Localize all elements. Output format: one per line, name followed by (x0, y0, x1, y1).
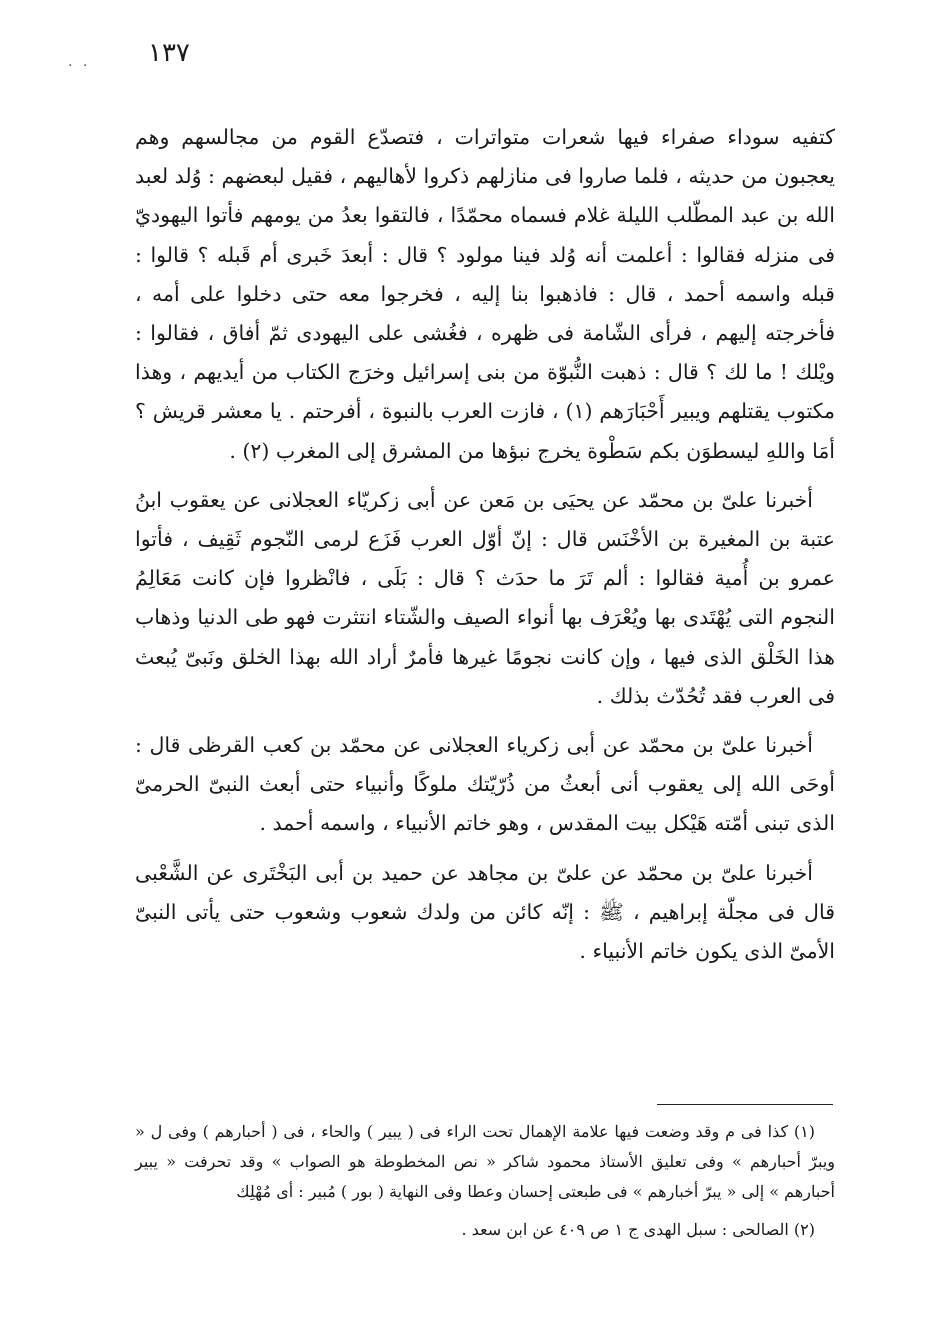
corner-mark: · · (68, 58, 91, 74)
paragraph-2: أخبرنا علىّ بن محمّد عن يحيَى بن مَعن عن أبى زكريّاء العجلانى عن يعقوب ابنُ عتبة بن المغيرة بن الأخْنَس قال : إنّ أوّل العرب فَزَع لرمى النّجوم ثَقِيف ، فأتوا عمرو بن أُمية فقالوا : ألم تَرَ ما حدَث ؟ قال : بَلَى ، فانْظروا فإن كانت مَعَالِمُ النجوم التى يُهْتَدى بها ويُعْرَف بها أنواء الصيف والشّتاء انتثرت فهو طى الدنيا وذهاب هذا الخَلْق الذى فيها ، وإن كانت نجومًا غيرها فأمرٌ أراد الله بهذا الخلق ونَبىّ يُبعث فى العرب فقد تُحُدّث بذلك . (135, 487, 835, 708)
main-text-body (135, 118, 835, 981)
footnote-2: (٢) الصالحى : سبل الهدى ج ١ ص ٤٠٩ عن ابن سعد . (461, 1220, 815, 1239)
footnote-divider (657, 1104, 833, 1105)
paragraph-3: أخبرنا علىّ بن محمّد عن أبى زكرياء العجلانى عن محمّد بن كعب القرظى قال : أوحَى الله إلى يعقوب أنى أبعثُ من ذُرّيّتك ملوكًا وأنبياء حتى أبعث النبىّ الحرمىّ الذى تبنى أمّته هَيْكل بيت المقدس ، وهو خاتم الأنبياء ، واسمه أحمد . (135, 733, 835, 836)
paragraph-1: كتفيه سوداء صفراء فيها شعرات متواترات ، فتصدّع القوم من مجالسهم وهم يعجبون من حديثه ، فلما صاروا فى منازلهم ذكروا لأهاليهم ، فقيل لبعضهم : وُلد لعبد الله بن عبد المطّلب الليلة غلام فسماه محمّدًا ، فالتقوا بعدُ من يومهم فأتوا اليهوديّ فى منزله فقالوا : أعلمت أنه وُلد فينا مولود ؟ قال : أبعدَ خَبرى أم قَبله ؟ قالوا : قبله واسمه أحمد ، قال : فاذهبوا بنا إليه ، فخرجوا معه حتى دخلوا على أمه ، فأخرجته إليهم ، فرأى الشّامة فى ظهره ، فغُشى على اليهودى ثمّ أفاق ، فقالوا : ويْلك ! ما لك ؟ قال : ذهبت النُّبوّة من بنى إسرائيل وخرَج الكتاب من أيديهم ، وهذا مكتوب يقتلهم ويبير أَحْبَارَهم (١) ، فازت العرب بالنبوة ، أفرحتم . يا معشر قريش ؟ أمَا واللهِ ليسطوَن بكم سَطْوة يخرج نبؤها من المشرق إلى المغرب (٢) . (135, 125, 836, 463)
page-number: ١٣٧ (148, 38, 190, 68)
footnote-1: (١) كذا فى م وقد وضعت فيها علامة الإهمال تحت الراء فى ( يبير ) والحاء ، فى ( أحبارهم ) وفى ل « ويبرّ أحبارهم » وفى تعليق الأستاذ محمود شاكر « نص المخطوطة هو الصواب » وقد تحرفت « يبير أحبارهم » إلى « يبرّ أخبارهم » فى طبعتى إحسان وعطا وفى النهاية ( بور ) مُبير : أى مُهْلِك (135, 1122, 835, 1201)
paragraph-4: أخبرنا علىّ بن محمّد عن علىّ بن مجاهد عن حميد بن أبى البَخْتَرى عن الشَّعْبى قال فى مجلّة إبراهيم ، ﷺ : إنّه كائن من ولدك شعوب وشعوب حتى يأتى النبىّ الأمىّ الذى يكون خاتم الأنبياء . (135, 860, 835, 964)
footnotes (135, 1117, 835, 1253)
